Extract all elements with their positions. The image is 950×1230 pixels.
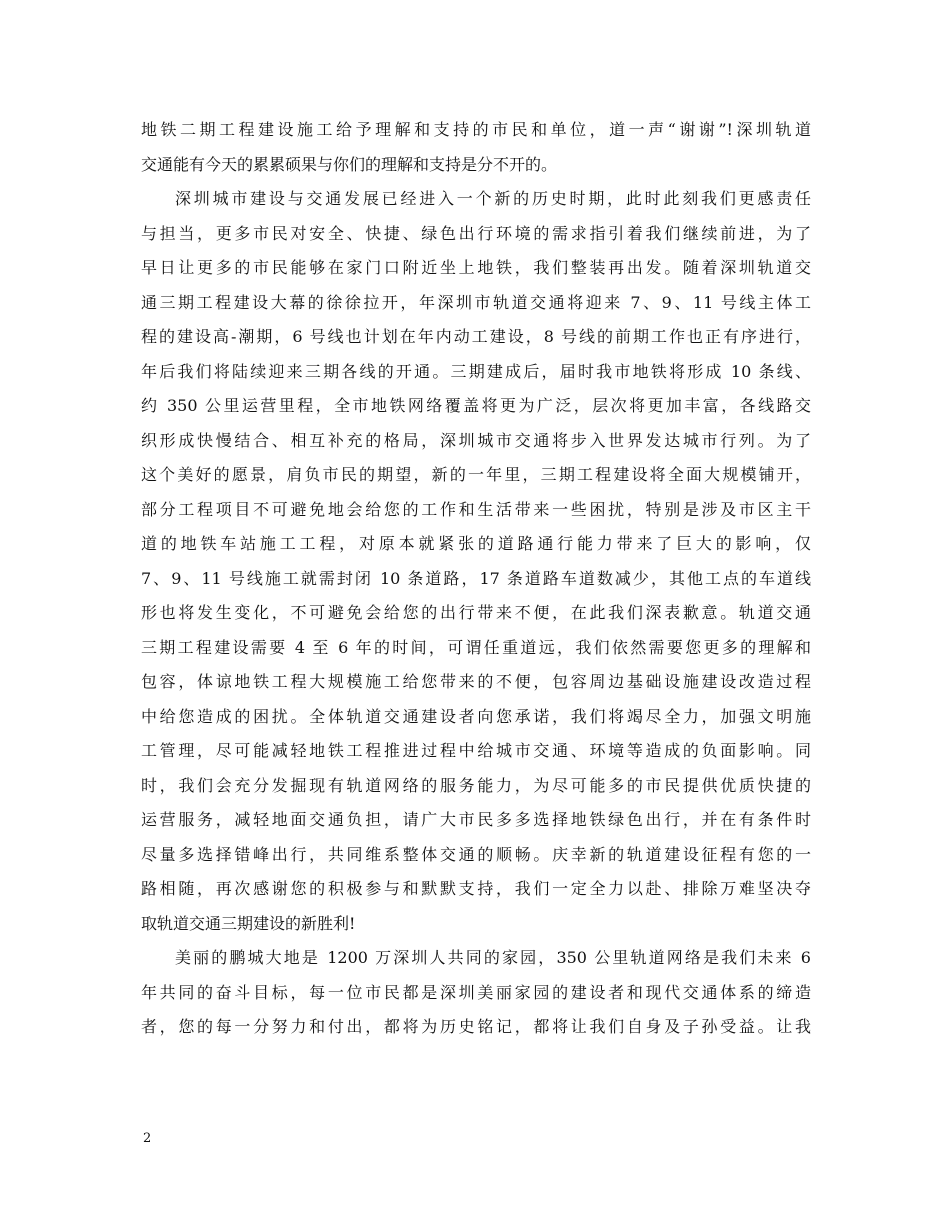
text-line: 早日让更多的市民能够在家门口附近坐上地铁，我们整装再出发。随着深圳轨道交	[141, 258, 811, 277]
text-line: 尽量多选择错峰出行，共同维系整体交通的顺畅。庆幸新的轨道建设征程有您的一	[141, 844, 811, 864]
text-line: 与担当，更多市民对安全、快捷、绿色出行环境的需求指引着我们继续前进，为了	[141, 223, 811, 243]
text-line: 三期工程建设需要 4 至 6 年的时间，可谓任重道远，我们依然需要您更多的理解和	[141, 637, 811, 657]
text-line: 地铁二期工程建设施工给予理解和支持的市民和单位，道一声“谢谢”!深圳轨道	[141, 120, 811, 139]
text-line: 7、9、11 号线施工就需封闭 10 条道路，17 条道路车道数减少，其他工点的车道线	[141, 568, 811, 588]
text-line: 时，我们会充分发掘现有轨道网络的服务能力，为尽可能多的市民提供优质快捷的	[141, 775, 811, 795]
text-line: 运营服务，减轻地面交通负担，请广大市民多多选择地铁绿色出行，并在有条件时	[141, 810, 811, 829]
document-body	[141, 113, 811, 1045]
text-line: 工管理，尽可能减轻地铁工程推进过程中给城市交通、环境等造成的负面影响。同	[141, 741, 811, 760]
page-number: 2	[143, 1131, 152, 1146]
text-line: 形也将发生变化，不可避免会给您的出行带来不便，在此我们深表歉意。轨道交通	[141, 603, 811, 622]
text-line: 通三期工程建设大幕的徐徐拉开，年深圳市轨道交通将迎来 7、9、11 号线主体工	[141, 292, 811, 312]
text-line: 这个美好的愿景，肩负市民的期望，新的一年里，三期工程建设将全面大规模铺开，	[141, 465, 811, 484]
text-line: 约 350 公里运营里程，全市地铁网络覆盖将更为广泛，层次将更加丰富，各线路交	[141, 396, 811, 415]
text-line: 深圳城市建设与交通发展已经进入一个新的历史时期，此时此刻我们更感责任	[175, 189, 811, 208]
text-line: 路相随，再次感谢您的积极参与和默默支持，我们一定全力以赴、排除万难坚决夺	[141, 879, 811, 898]
text-line: 年共同的奋斗目标，每一位市民都是深圳美丽家园的建设者和现代交通体系的缔造	[141, 982, 811, 1002]
text-line: 道的地铁车站施工工程，对原本就紧张的道路通行能力带来了巨大的影响，仅	[141, 534, 811, 553]
text-line: 取轨道交通三期建设的新胜利!	[141, 913, 356, 933]
text-line: 年后我们将陆续迎来三期各线的开通。三期建成后，届时我市地铁将形成 10 条线、	[141, 361, 811, 381]
text-line: 者，您的每一分努力和付出，都将为历史铭记，都将让我们自身及子孙受益。让我	[141, 1017, 811, 1036]
text-line: 中给您造成的困扰。全体轨道交通建设者向您承诺，我们将竭尽全力，加强文明施	[141, 706, 811, 726]
text-line: 程的建设高-潮期，6 号线也计划在年内动工建设，8 号线的前期工作也正有序进行，	[141, 327, 811, 346]
text-line: 美丽的鹏城大地是 1200 万深圳人共同的家园，350 公里轨道网络是我们未来 6	[175, 948, 811, 967]
text-line: 包容，体谅地铁工程大规模施工给您带来的不便，包容周边基础设施建设改造过程	[141, 672, 811, 691]
text-line: 交通能有今天的累累硕果与你们的理解和支持是分不开的。	[141, 154, 558, 174]
text-line: 织形成快慢结合、相互补充的格局，深圳城市交通将步入世界发达城市行列。为了	[141, 430, 811, 450]
text-line: 部分工程项目不可避免地会给您的工作和生活带来一些困扰，特别是涉及市区主干	[141, 499, 811, 519]
